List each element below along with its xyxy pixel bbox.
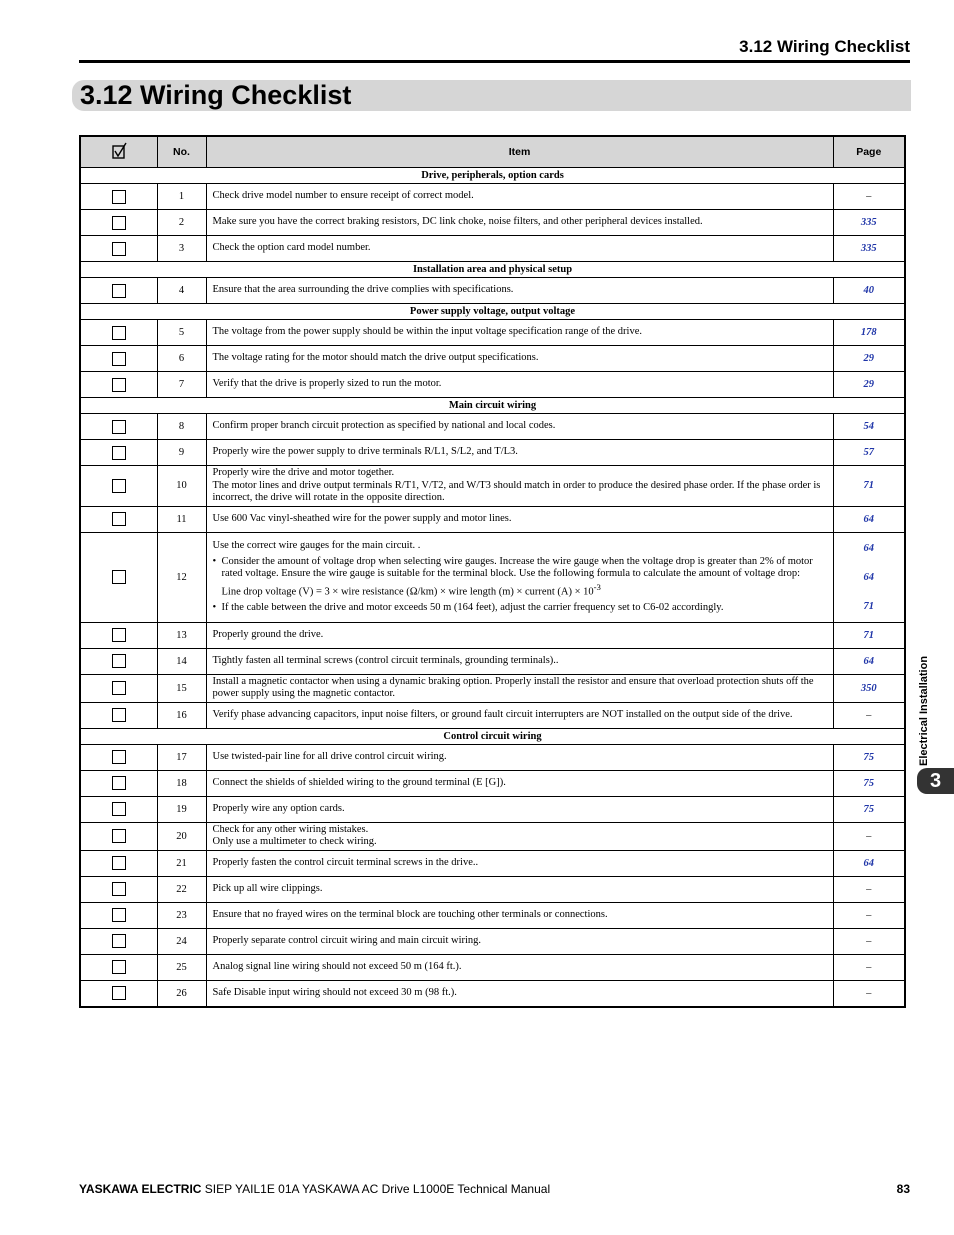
check-cell[interactable]: [80, 770, 157, 796]
checkbox[interactable]: [112, 681, 126, 695]
page-link[interactable]: 335: [833, 210, 905, 236]
page-link[interactable]: 64: [833, 850, 905, 876]
checkbox[interactable]: [112, 446, 126, 460]
item-number: 19: [157, 796, 206, 822]
table-row: [80, 236, 905, 262]
page-ref: –: [833, 822, 905, 850]
item-line: Properly wire the drive and motor together.: [212, 467, 395, 478]
checkbox[interactable]: [112, 378, 126, 392]
item-text: Properly wire the power supply to drive terminals R/L1, S/L2, and T/L3.: [206, 440, 833, 466]
page-links: [833, 532, 905, 622]
item-number: 11: [157, 506, 206, 532]
item-line: Check for any other wiring mistakes.: [212, 823, 369, 835]
section-title: Power supply voltage, output voltage: [80, 304, 905, 320]
check-cell[interactable]: [80, 648, 157, 674]
item-number: 7: [157, 372, 206, 398]
chapter-tab[interactable]: 3: [917, 768, 954, 794]
table-row: [80, 278, 905, 304]
footer-brand: YASKAWA ELECTRIC: [79, 1182, 202, 1196]
table-row: [80, 876, 905, 902]
page-link[interactable]: 71: [833, 622, 905, 648]
checkbox[interactable]: [112, 708, 126, 722]
check-cell[interactable]: [80, 320, 157, 346]
bullet-icon: •: [212, 555, 217, 567]
table-row: [80, 346, 905, 372]
table-row: [80, 796, 905, 822]
header-check: [80, 136, 157, 168]
page-link[interactable]: 75: [833, 796, 905, 822]
item-number: 20: [157, 822, 206, 850]
item-number: 26: [157, 980, 206, 1007]
item-number: 6: [157, 346, 206, 372]
checkbox[interactable]: [112, 628, 126, 642]
checkbox[interactable]: [112, 216, 126, 230]
checkbox[interactable]: [112, 802, 126, 816]
check-cell[interactable]: [80, 674, 157, 702]
page-link[interactable]: 71: [833, 466, 905, 507]
item-text: Pick up all wire clippings.: [206, 876, 833, 902]
check-cell[interactable]: [80, 440, 157, 466]
section-title: Main circuit wiring: [80, 398, 905, 414]
page-link[interactable]: 64: [863, 542, 874, 554]
page-link[interactable]: 40: [833, 278, 905, 304]
check-cell[interactable]: [80, 372, 157, 398]
item-number: 18: [157, 770, 206, 796]
footer: [79, 1182, 910, 1196]
page-link[interactable]: 75: [833, 770, 905, 796]
page-link[interactable]: 178: [833, 320, 905, 346]
checkbox[interactable]: [112, 856, 126, 870]
header-page: Page: [833, 136, 905, 168]
page-link[interactable]: 335: [833, 236, 905, 262]
formula-exponent: -3: [593, 581, 601, 592]
checkbox[interactable]: [112, 776, 126, 790]
formula: Line drop voltage (V) = 3 × wire resistance (Ω/km) × wire length (m) × current (A) × 10: [221, 586, 594, 597]
item-text: Ensure that no frayed wires on the terminal block are touching other terminals or connections.: [206, 902, 833, 928]
item-text: [206, 466, 833, 507]
bullet-item: [213, 602, 827, 615]
title-band: [72, 80, 911, 111]
page-number: 83: [896, 1182, 910, 1196]
page-link[interactable]: 64: [833, 506, 905, 532]
table-row: [80, 770, 905, 796]
table-header-row: [80, 136, 905, 168]
check-cell[interactable]: [80, 346, 157, 372]
item-text: Safe Disable input wiring should not exceed 30 m (98 ft.).: [206, 980, 833, 1007]
item-text: The voltage from the power supply should be within the input voltage specification range of the drive.: [206, 320, 833, 346]
table-row: [80, 980, 905, 1007]
item-line: Use the correct wire gauges for the main circuit. .: [212, 540, 421, 551]
check-cell[interactable]: [80, 744, 157, 770]
side-tab-label: Electrical Installation: [918, 655, 930, 766]
item-text: Properly separate control circuit wiring and main circuit wiring.: [206, 928, 833, 954]
page-ref: –: [833, 954, 905, 980]
checkbox[interactable]: [112, 242, 126, 256]
table-row: [80, 506, 905, 532]
check-cell[interactable]: [80, 210, 157, 236]
page-link[interactable]: 54: [833, 414, 905, 440]
table-row: [80, 928, 905, 954]
section-row: [80, 728, 905, 744]
checkbox[interactable]: [112, 479, 126, 493]
page-link[interactable]: 64: [863, 571, 874, 583]
check-cell[interactable]: [80, 850, 157, 876]
item-text: Confirm proper branch circuit protection as specified by national and local codes.: [206, 414, 833, 440]
table-row: [80, 954, 905, 980]
page-link[interactable]: 75: [833, 744, 905, 770]
page-ref: –: [833, 928, 905, 954]
checkbox[interactable]: [112, 352, 126, 366]
bullet-icon: •: [212, 601, 217, 613]
check-cell[interactable]: [80, 532, 157, 622]
item-text: Install a magnetic contactor when using a dynamic braking option. Properly install the resistor and ensure that overload protection shuts off the power supply using the magnetic contactor.: [206, 674, 833, 702]
table-row: [80, 320, 905, 346]
table-row: [80, 372, 905, 398]
table-row: [80, 902, 905, 928]
item-number: 16: [157, 702, 206, 728]
check-cell[interactable]: [80, 928, 157, 954]
checkbox[interactable]: [112, 190, 126, 204]
item-number: 10: [157, 466, 206, 507]
page-ref: –: [833, 184, 905, 210]
footer-text: [79, 1182, 550, 1196]
item-number: 14: [157, 648, 206, 674]
check-cell[interactable]: [80, 184, 157, 210]
check-cell[interactable]: [80, 466, 157, 507]
table-row: [80, 822, 905, 850]
page-ref: –: [833, 702, 905, 728]
page-title: 3.12 Wiring Checklist: [80, 80, 352, 110]
item-text: Ensure that the area surrounding the drive complies with specifications.: [206, 278, 833, 304]
item-text: Properly ground the drive.: [206, 622, 833, 648]
section-title: Drive, peripherals, option cards: [80, 168, 905, 184]
item-number: 1: [157, 184, 206, 210]
table-row: [80, 532, 905, 622]
checkbox-checked-icon: [112, 142, 125, 157]
item-number: 2: [157, 210, 206, 236]
section-row: [80, 304, 905, 320]
item-text: Check drive model number to ensure receipt of correct model.: [206, 184, 833, 210]
item-number: 25: [157, 954, 206, 980]
page-ref: –: [833, 980, 905, 1007]
check-cell[interactable]: [80, 236, 157, 262]
check-cell[interactable]: [80, 414, 157, 440]
section-row: [80, 168, 905, 184]
item-number: 13: [157, 622, 206, 648]
item-text: The voltage rating for the motor should match the drive output specifications.: [206, 346, 833, 372]
table-row: [80, 466, 905, 507]
checkbox[interactable]: [112, 960, 126, 974]
header-item: Item: [206, 136, 833, 168]
section-title: Installation area and physical setup: [80, 262, 905, 278]
check-cell[interactable]: [80, 702, 157, 728]
item-number: 12: [157, 532, 206, 622]
page-link[interactable]: 57: [833, 440, 905, 466]
item-number: 9: [157, 440, 206, 466]
item-text: Check the option card model number.: [206, 236, 833, 262]
bullet-item: [213, 556, 827, 599]
check-cell[interactable]: [80, 876, 157, 902]
checkbox[interactable]: [112, 654, 126, 668]
running-head: 3.12 Wiring Checklist: [739, 37, 910, 56]
item-number: 22: [157, 876, 206, 902]
header-rule: [79, 60, 910, 63]
table-row: [80, 622, 905, 648]
table-row: [80, 702, 905, 728]
check-cell[interactable]: [80, 278, 157, 304]
check-cell[interactable]: [80, 954, 157, 980]
section-title: Control circuit wiring: [80, 728, 905, 744]
item-number: 3: [157, 236, 206, 262]
item-text: Tightly fasten all terminal screws (control circuit terminals, grounding terminals)..: [206, 648, 833, 674]
page-link[interactable]: 71: [863, 600, 874, 612]
footer-doc: SIEP YAIL1E 01A YASKAWA AC Drive L1000E Technical Manual: [201, 1182, 551, 1196]
section-row: [80, 398, 905, 414]
page-link[interactable]: 29: [833, 346, 905, 372]
checkbox[interactable]: [112, 908, 126, 922]
check-cell[interactable]: [80, 506, 157, 532]
page-link[interactable]: 64: [833, 648, 905, 674]
item-text: Use 600 Vac vinyl-sheathed wire for the power supply and motor lines.: [206, 506, 833, 532]
wiring-checklist-table: [79, 135, 906, 1008]
table-row: [80, 850, 905, 876]
item-text: [206, 532, 833, 622]
item-number: 23: [157, 902, 206, 928]
check-cell[interactable]: [80, 822, 157, 850]
header-no: No.: [157, 136, 206, 168]
table-row: [80, 648, 905, 674]
checkbox[interactable]: [112, 512, 126, 526]
item-number: 8: [157, 414, 206, 440]
table-row: [80, 184, 905, 210]
check-cell[interactable]: [80, 902, 157, 928]
checkbox[interactable]: [112, 420, 126, 434]
page-ref: –: [833, 876, 905, 902]
check-cell[interactable]: [80, 980, 157, 1007]
checkbox[interactable]: [112, 882, 126, 896]
item-number: 5: [157, 320, 206, 346]
page-ref: –: [833, 902, 905, 928]
item-number: 4: [157, 278, 206, 304]
table-row: [80, 744, 905, 770]
item-text: Use twisted-pair line for all drive control circuit wiring.: [206, 744, 833, 770]
item-number: 24: [157, 928, 206, 954]
item-text: Analog signal line wiring should not exceed 50 m (164 ft.).: [206, 954, 833, 980]
item-number: 17: [157, 744, 206, 770]
bullet-text: Consider the amount of voltage drop when selecting wire gauges. Increase the wire gauge when the voltage drop is greater than 2% of motor rated voltage. Ensure the wire gauge is suitable for the terminal block. Use the following formula to calculate the amount of voltage drop:: [221, 555, 813, 579]
table-row: [80, 674, 905, 702]
bullet-text: If the cable between the drive and motor exceeds 50 m (164 feet), adjust the carrier frequency set to C6-02 accordingly.: [221, 601, 724, 613]
checkbox[interactable]: [112, 829, 126, 843]
page-link[interactable]: 29: [833, 372, 905, 398]
item-text: Connect the shields of shielded wiring to the ground terminal (E [G]).: [206, 770, 833, 796]
check-cell[interactable]: [80, 622, 157, 648]
page-link[interactable]: 350: [833, 674, 905, 702]
item-text: [206, 822, 833, 850]
checkbox[interactable]: [112, 284, 126, 298]
table-row: [80, 440, 905, 466]
item-line: The motor lines and drive output terminals R/T1, V/T2, and W/T3 should match in order to produce the desired phase order. If the phase order is incorrect, the drive will rotate in the opposite direction.: [212, 479, 821, 503]
item-number: 15: [157, 674, 206, 702]
item-line: Only use a multimeter to check wiring.: [212, 836, 377, 847]
table-row: [80, 210, 905, 236]
item-number: 21: [157, 850, 206, 876]
checkbox[interactable]: [112, 570, 126, 584]
item-text: Properly fasten the control circuit terminal screws in the drive..: [206, 850, 833, 876]
checkbox[interactable]: [112, 986, 126, 1000]
table-row: [80, 414, 905, 440]
item-text: Properly wire any option cards.: [206, 796, 833, 822]
item-text: Verify phase advancing capacitors, input noise filters, or ground fault circuit interrupters are NOT installed on the output side of the drive.: [206, 702, 833, 728]
checkbox[interactable]: [112, 934, 126, 948]
check-cell[interactable]: [80, 796, 157, 822]
checkbox[interactable]: [112, 326, 126, 340]
section-row: [80, 262, 905, 278]
item-text: Make sure you have the correct braking resistors, DC link choke, noise filters, and other peripheral devices installed.: [206, 210, 833, 236]
checkbox[interactable]: [112, 750, 126, 764]
item-text: Verify that the drive is properly sized to run the motor.: [206, 372, 833, 398]
